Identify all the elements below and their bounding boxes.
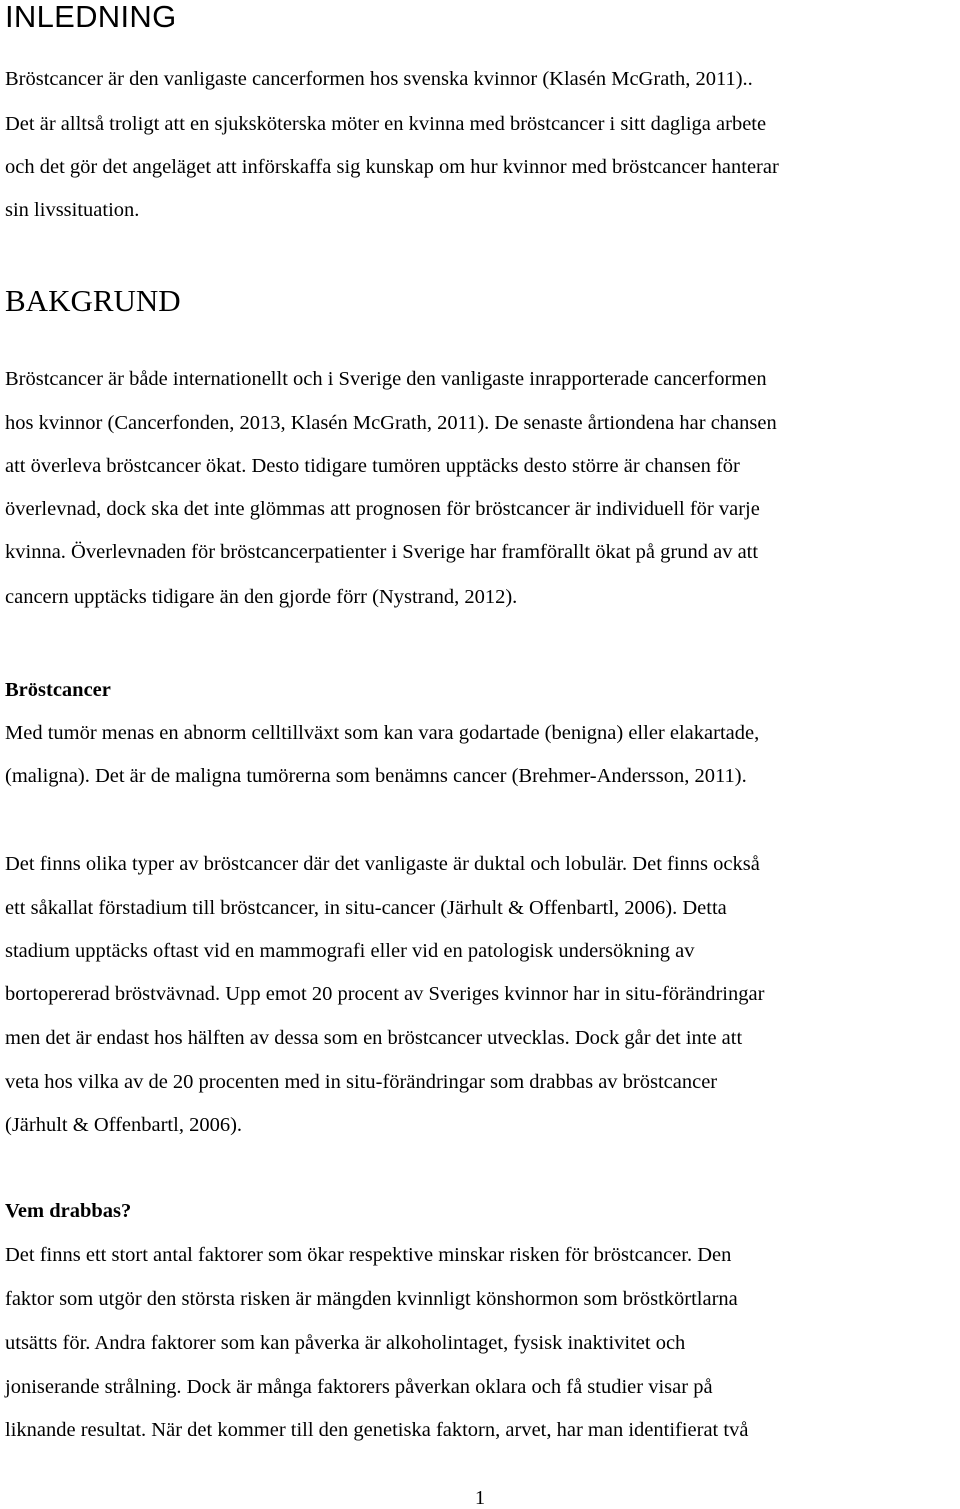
heading-bakgrund: BAKGRUND <box>5 283 181 318</box>
vem-drabbas-line-4: joniserande strålning. Dock är många faktorers påverkan oklara och få studier visar på <box>5 1376 713 1398</box>
heading-brostcancer: Bröstcancer <box>5 679 111 701</box>
inledning-line-2: Det är alltså troligt att en sjuksköterska möter en kvinna med bröstcancer i sitt dagliga arbete <box>5 113 767 135</box>
brostcancer-p2-line-5: men det är endast hos hälften av dessa som en bröstcancer utvecklas. Dock går det inte att <box>5 1027 743 1049</box>
vem-drabbas-line-3: utsätts för. Andra faktorer som kan påverka är alkoholintaget, fysisk inaktivitet och <box>5 1332 686 1354</box>
brostcancer-p2-line-7: (Järhult & Offenbartl, 2006). <box>5 1114 243 1136</box>
vem-drabbas-line-5: liknande resultat. När det kommer till den genetiska faktorn, arvet, har man identifierat två <box>5 1419 749 1441</box>
brostcancer-p2-line-6: veta hos vilka av de 20 procenten med in situ-förändringar som drabbas av bröstcancer <box>5 1071 718 1093</box>
inledning-line-3: och det gör det angeläget att införskaffa sig kunskap om hur kvinnor med bröstcancer hanterar <box>5 156 779 178</box>
inledning-line-1: Bröstcancer är den vanligaste cancerformen hos svenska kvinnor (Klasén McGrath, 2011).. <box>5 68 753 90</box>
brostcancer-p1-line-1: Med tumör menas en abnorm celltillväxt som kan vara godartade (benigna) eller elakartade, <box>5 722 760 744</box>
vem-drabbas-line-1: Det finns ett stort antal faktorer som ökar respektive minskar risken för bröstcancer. Den <box>5 1244 732 1266</box>
bakgrund-line-3: att överleva bröstcancer ökat. Desto tidigare tumören upptäcks desto större är chansen för <box>5 455 740 477</box>
heading-vem-drabbas: Vem drabbas? <box>5 1200 132 1222</box>
brostcancer-p2-line-2: ett såkallat förstadium till bröstcancer, in situ-cancer (Järhult & Offenbartl, 2006). Detta <box>5 897 727 919</box>
bakgrund-line-4: överlevnad, dock ska det inte glömmas att prognosen för bröstcancer är individuell för varje <box>5 498 760 520</box>
bakgrund-line-5: kvinna. Överlevnaden för bröstcancerpatienter i Sverige har framförallt ökat på grund av att <box>5 541 759 563</box>
page-number: 1 <box>474 1487 486 1509</box>
heading-inledning: INLEDNING <box>5 0 177 34</box>
brostcancer-p1-line-2: (maligna). Det är de maligna tumörerna som benämns cancer (Brehmer-Andersson, 2011). <box>5 765 747 787</box>
vem-drabbas-line-2: faktor som utgör den största risken är mängden kvinnligt könshormon som bröstkörtlarna <box>5 1288 738 1310</box>
brostcancer-p2-line-1: Det finns olika typer av bröstcancer där det vanligaste är duktal och lobulär. Det finns också <box>5 853 760 875</box>
bakgrund-line-6: cancern upptäcks tidigare än den gjorde förr (Nystrand, 2012). <box>5 586 518 608</box>
brostcancer-p2-line-3: stadium upptäcks oftast vid en mammografi eller vid en patologisk undersökning av <box>5 940 695 962</box>
inledning-line-4: sin livssituation. <box>5 199 140 221</box>
brostcancer-p2-line-4: bortopererad bröstvävnad. Upp emot 20 procent av Sveriges kvinnor har in situ-förändringar <box>5 983 765 1005</box>
bakgrund-line-2: hos kvinnor (Cancerfonden, 2013, Klasén McGrath, 2011). De senaste årtiondena har chansen <box>5 412 777 434</box>
bakgrund-line-1: Bröstcancer är både internationellt och i Sverige den vanligaste inrapporterade cancerformen <box>5 368 767 390</box>
